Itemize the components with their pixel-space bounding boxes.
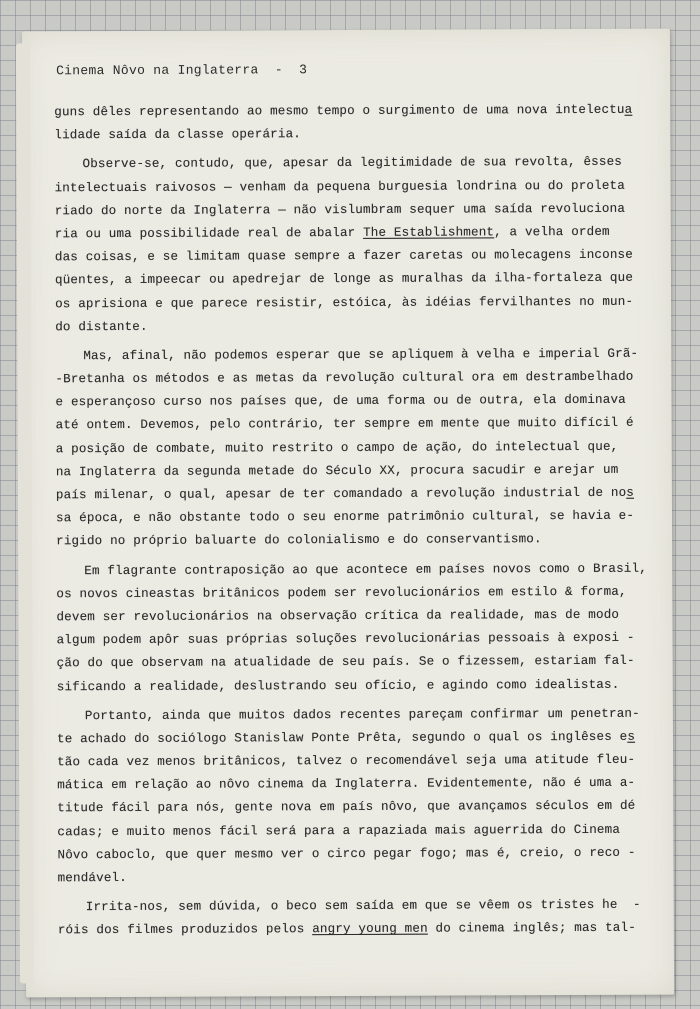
text-line [56,435,656,461]
text-segment: mendável. [57,870,127,886]
text-line [55,267,655,293]
text-segment: Em flagrante contraposição ao que acontece em países novos como o Brasil, [84,561,647,578]
text-segment: devem ser revolucionários na observação crítica da realidade, mas de modo [56,607,620,625]
text-segment: mática em relação ao nôvo cinema da Inglaterra. Evidentemente, não é uma a- [57,775,636,793]
text-line [56,412,656,438]
text-segment: -Bretanha os métodos e as metas da revolução cultural ora em destrambelhado [55,369,634,387]
text-line [56,482,656,508]
text-line [54,99,654,125]
text-segment: cadas; e muito menos fácil será para a rapaziada mais aguerrida do Cinema [57,822,621,839]
text-line [55,197,655,223]
text-line [56,580,656,606]
text-line [54,151,654,177]
text-line [58,865,658,891]
underlined-text: s [626,485,635,500]
body-text [54,99,658,943]
text-segment: do distante. [55,319,148,334]
text-segment: do cinema inglês; mas tal- [427,921,636,937]
text-line [57,749,657,775]
text-line [55,313,655,339]
text-line [55,366,655,392]
text-line [57,841,657,867]
text-segment: algum podem apôr suas próprias soluções revolucionárias pessoais à exposi - [56,630,635,648]
text-line [58,917,658,943]
text-segment: , a velha ordem [494,224,610,240]
text-segment: róis dos filmes produzidos pelos [57,922,313,938]
text-line [55,244,655,270]
text-segment: Observe-se, contudo, que, apesar da legitimidade de sua revolta, êsses [82,155,623,172]
text-line [57,818,657,844]
text-line [57,702,657,728]
text-segment: te achado do sociólogo Stanislaw Ponte Prêta, segundo o qual os inglêses e [56,729,628,747]
text-segment: sificando a realidade, deslustrando seu ofício, e agindo como idealistas. [56,677,620,694]
text-segment: os novos cineastas britânicos podem ser revolucionários em estilo & forma, [56,584,627,602]
text-segment: a posição de combate, muito restrito o campo de ação, do intelectual que, [55,439,619,456]
text-line [57,795,657,821]
text-line [56,458,656,484]
text-segment: na Inglaterra da segunda metade do Século XX, procura sacudir e arejar um [55,462,619,480]
underlined-text: a [624,102,633,117]
text-segment: guns dêles representando ao mesmo tempo o surgimento de uma nova intelectu [54,102,625,120]
text-line [57,650,657,676]
text-line [57,772,657,798]
text-segment: Portanto, ainda que muitos dados recentes pareçam confirmar um penetran- [84,706,640,723]
text-segment: qüentes, a impeecar ou apedrejar de longe as muralhas da ilha-fortaleza que [54,271,634,288]
text-line [55,343,655,369]
page-header: Cinema Nôvo na Inglaterra - 3 [56,62,308,79]
text-segment: ria ou uma possibilidade real de abalar [54,225,364,242]
text-segment: Mas, afinal, não podemos esperar que se apliquem à velha e imperial Grã- [83,346,639,364]
typewritten-page [22,29,674,998]
text-segment: riado do norte da Inglaterra — não vislumbram sequer uma saída revoluciona [54,201,626,219]
text-line [56,557,656,583]
text-segment: titude fácil para nós, gente nova em país nôvo, que avançamos séculos em dé [57,799,636,816]
text-line [55,174,655,200]
text-line [56,604,656,630]
text-segment: tão cada vez menos britânicos, talvez o recomendável seja uma atitude fleu- [57,752,636,770]
text-segment: até ontem. Devemos, pelo contrário, ter sempre em mente que muito difícil é [55,416,634,433]
text-segment: lidade saída da classe operária. [54,127,302,143]
text-line [57,627,657,653]
text-segment: ção do que observam na atualidade de seu país. Se o fizessem, estariam fal- [56,654,635,671]
text-segment: intelectuais raivosos — venham da pequena burguesia londrina ou do proleta [54,178,625,195]
underlined-text: The Establishment [363,225,495,240]
text-segment: rigido no próprio baluarte do colonialismo e do conservantismo. [56,532,542,549]
text-line [56,505,656,531]
text-line [57,673,657,699]
text-line [56,528,656,554]
text-line [57,726,657,752]
underlined-text: angry young men [312,922,428,937]
text-segment: país milenar, o qual, apesar de ter comandado a revolução industrial de no [55,485,627,503]
text-segment: sa época, e não obstante todo o seu enorme patrimônio cultural, se havia e- [55,508,635,526]
text-line [55,389,655,415]
text-segment: os aprisiona e que parece resistir, estóica, às idéias fervilhantes no mun- [55,294,634,311]
text-line [58,894,658,920]
text-segment: Irrita-nos, sem dúvida, o beco sem saída em que se vêem os tristes he - [85,897,641,915]
text-segment: e esperançoso curso nos países que, de uma forma ou de outra, ela dominava [55,393,626,410]
text-line [54,122,654,148]
text-segment: Nôvo caboclo, que quer mesmo ver o circo pegar fogo; mas é, creio, o reco - [57,845,636,863]
text-line [55,221,655,247]
text-segment: das coisas, e se limitam quase sempre a fazer caretas ou molecagens inconse [54,247,633,265]
text-line [55,290,655,316]
underlined-text: s [627,729,636,744]
